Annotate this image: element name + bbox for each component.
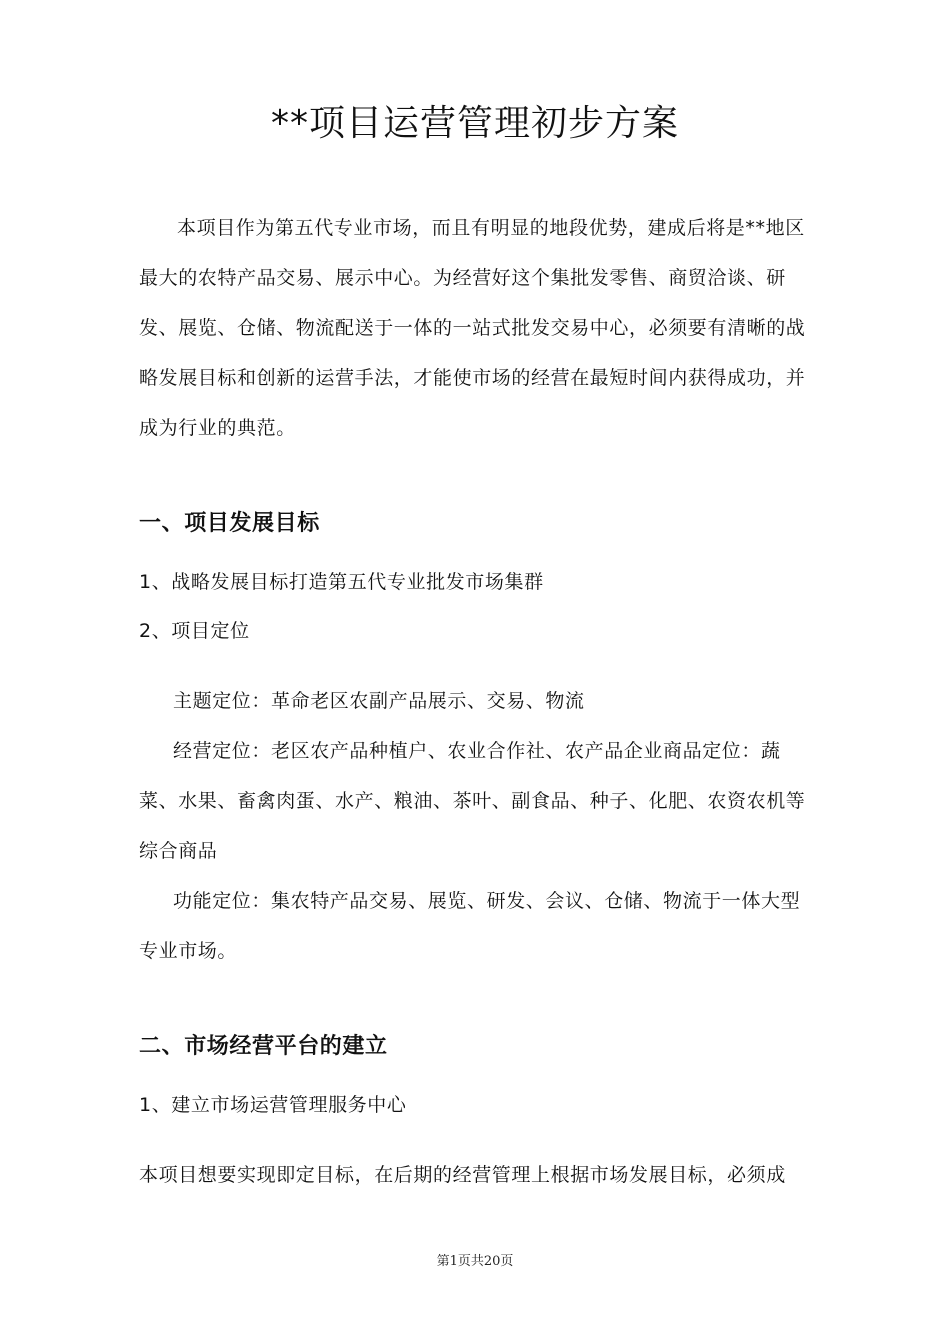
document-title: **项目运营管理初步方案 bbox=[270, 103, 679, 144]
section-2-paragraph: 本项目想要实现即定目标，在后期的经营管理上根据市场发展目标，必须成 bbox=[139, 1164, 786, 1186]
function-positioning: 功能定位：集农特产品交易、展览、研发、会议、仓储、物流于一体大型专业市场。 bbox=[139, 890, 801, 962]
theme-positioning: 主题定位：革命老区农副产品展示、交易、物流 bbox=[173, 690, 585, 712]
section-1-item-1: 1、战略发展目标打造第五代专业批发市场集群 bbox=[139, 571, 544, 593]
section-1-heading: 一、项目发展目标 bbox=[139, 511, 320, 536]
intro-paragraph: 本项目作为第五代专业市场，而且有明显的地段优势，建成后将是**地区最大的农特产品交易、展示中心。为经营好这个集批发零售、商贸洽谈、研发、展览、仓储、物流配送于一体的一站式批发交易中心，必须要有清晰的战略发展目标和创新的运营手法，才能使市场的经营在最短时间内获得成功，并成为行业的典范。 bbox=[139, 217, 806, 439]
section-2-heading: 二、市场经营平台的建立 bbox=[139, 1034, 388, 1059]
business-positioning: 经营定位：老区农产品种植户、农业合作社、农产品企业商品定位：蔬菜、水果、畜禽肉蛋、水产、粮油、茶叶、副食品、种子、化肥、农资农机等综合商品 bbox=[139, 740, 806, 862]
page-footer: 第1页共20页 bbox=[436, 1254, 514, 1269]
section-2-item-1: 1、建立市场运营管理服务中心 bbox=[139, 1094, 407, 1116]
section-1-item-2: 2、项目定位 bbox=[139, 620, 250, 642]
